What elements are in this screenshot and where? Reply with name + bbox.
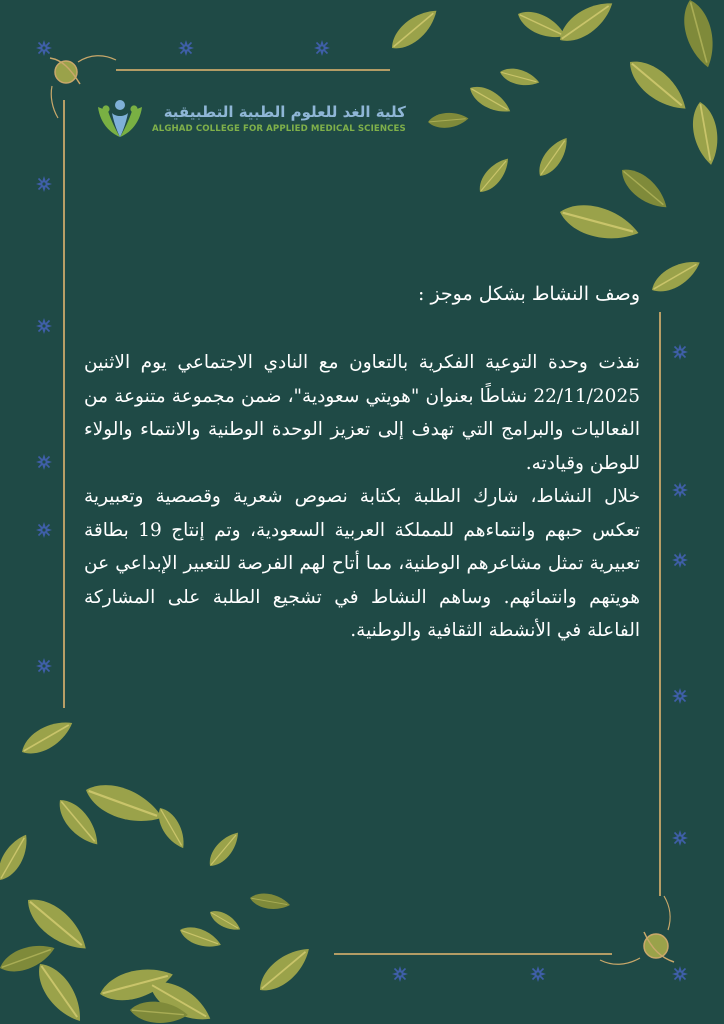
paragraph-2: خلال النشاط، شارك الطلبة بكتابة نصوص شعرية وقصصية وتعبيرية تعكس حبهم وانتماءهم للمملكة العربية السعودية، وتم إنتاج 19 بطاقة تعبيرية تمثل مشاعرهم الوطنية، مما أتاح لهم الفرصة للتعبير الإبداعي عن هويتهم وانتمائهم. وساهم النشاط في تشجيع الطلبة على المشاركة الفاعلة في الأنشطة الثقافية والوطنية. [84,486,640,641]
leaf-cluster-bottom-left-icon [0,714,316,1024]
college-name-english: ALGHAD COLLEGE FOR APPLIED MEDICAL SCIENCES [152,124,406,134]
paragraph-1: نفذت وحدة التوعية الفكرية بالتعاون مع النادي الاجتماعي يوم الاثنين 22/11/2025 نشاطًا بعنوان "هويتي سعودية"، ضمن مجموعة متنوعة من الفعاليات والبرامج التي تهدف إلى تعزيز الوحدة الوطنية والانتماء والولاء للوطن وقيادته. [84,352,640,474]
college-logo [94,96,406,142]
college-name-arabic: كلية الغد للعلوم الطبية التطبيقية [163,103,406,121]
activity-description-body [84,346,640,648]
activity-description-heading: وصف النشاط بشكل موجز : [418,283,640,305]
leaf-cluster-top-right-icon [385,0,722,299]
college-logo-icon [94,97,146,141]
